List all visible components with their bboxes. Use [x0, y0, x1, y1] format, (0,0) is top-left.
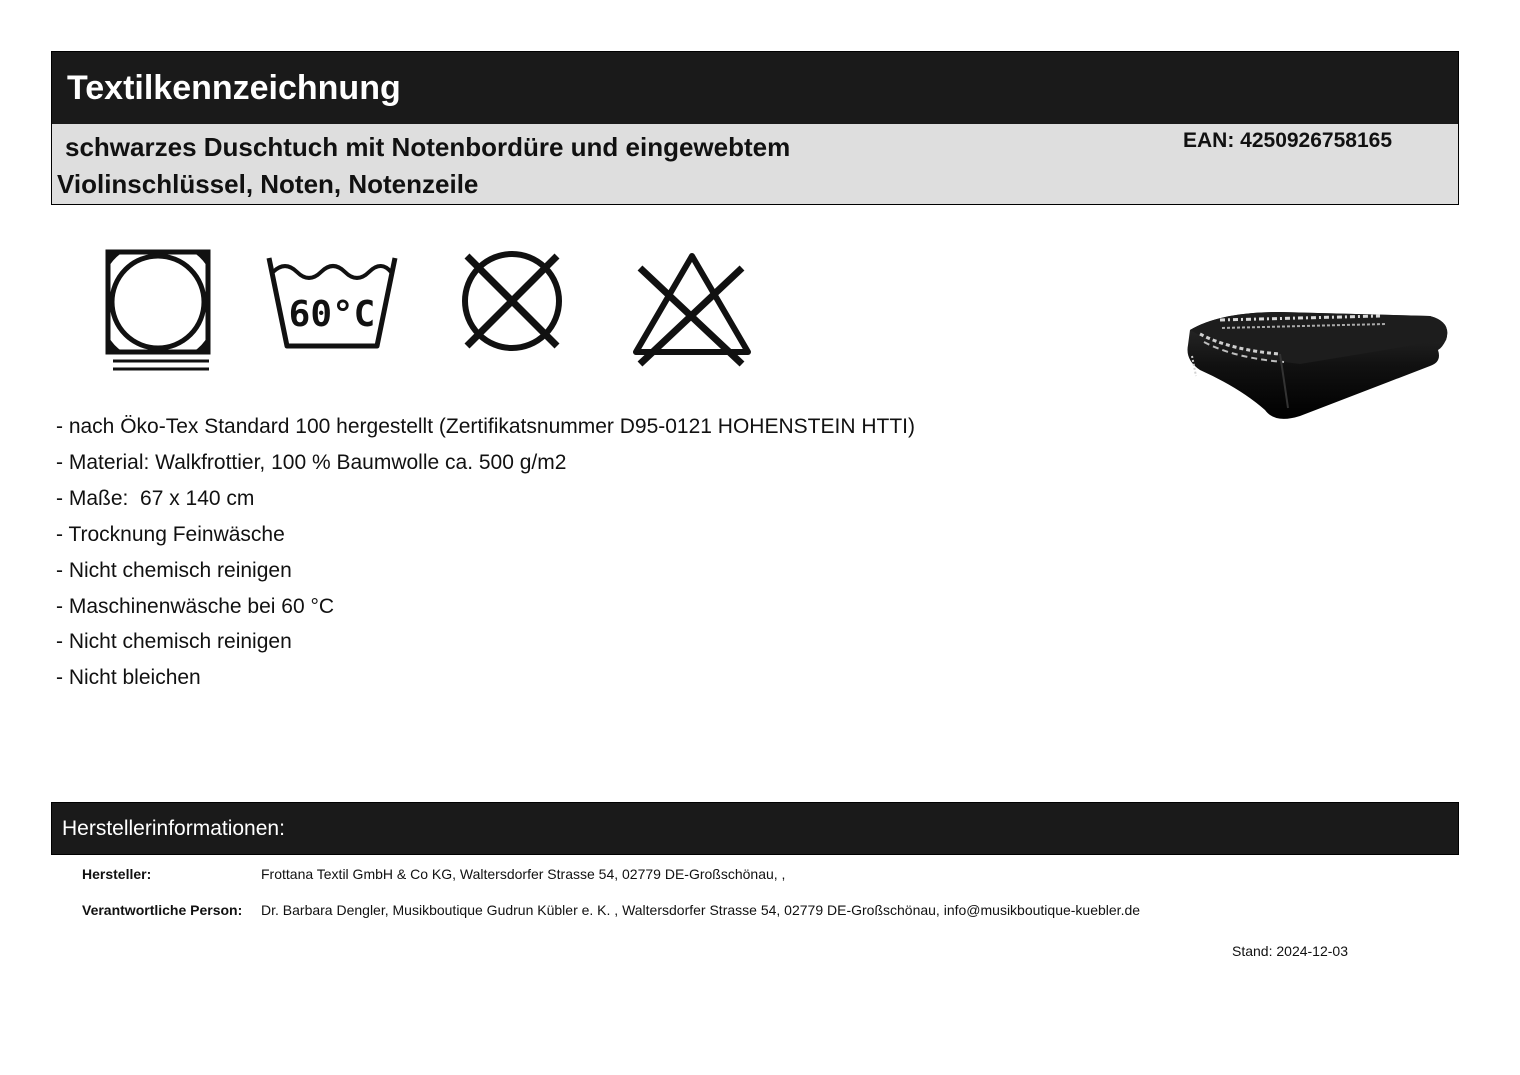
list-item: - Material: Walkfrottier, 100 % Baumwolle ca. 500 g/m2	[56, 450, 567, 474]
responsible-person-value: Dr. Barbara Dengler, Musikboutique Gudrun Kübler e. K. , Waltersdorfer Strasse 54, 02779 DE-Großschönau, info@musikboutique-kuebler.de	[261, 902, 1141, 918]
feature-list	[56, 409, 915, 696]
list-item: - Nicht chemisch reinigen	[56, 558, 292, 582]
wash-60-icon	[265, 246, 400, 356]
manufacturer-label: Hersteller:	[82, 866, 152, 882]
wash-temperature-label: 60°C	[288, 294, 376, 335]
do-not-dry-clean-icon	[457, 246, 567, 356]
manufacturer-section-title: Herstellerinformationen:	[62, 816, 285, 840]
product-name	[57, 129, 847, 203]
tumble-dry-gentle-icon	[103, 246, 215, 376]
title-bar	[51, 51, 1459, 125]
product-name-line2: Violinschlüssel, Noten, Notenzeile	[57, 169, 479, 199]
manufacturer-value: Frottana Textil GmbH & Co KG, Waltersdorfer Strasse 54, 02779 DE-Großschönau, ,	[261, 866, 786, 882]
list-item: - Maschinenwäsche bei 60 °C	[56, 594, 335, 618]
list-item: - Nicht bleichen	[56, 666, 201, 690]
list-item: - Trocknung Feinwäsche	[56, 522, 285, 546]
list-item: - nach Öko-Tex Standard 100 hergestellt (Zertifikatsnummer D95-0121 HOHENSTEIN HTTI)	[56, 415, 915, 438]
product-name-line1: schwarzes Duschtuch mit Notenbordüre und eingewebtem	[65, 132, 791, 162]
responsible-person-label: Verantwortliche Person:	[82, 902, 243, 918]
list-item: - Nicht chemisch reinigen	[56, 630, 292, 654]
document-date: Stand: 2024-12-03	[1232, 943, 1348, 959]
product-info-bar	[51, 124, 1459, 205]
black-towel-image	[1180, 300, 1455, 425]
page-title: Textilkennzeichnung	[67, 68, 401, 107]
list-item: - Maße: 67 x 140 cm	[56, 486, 255, 510]
manufacturer-section-bar	[51, 802, 1459, 855]
ean-code: EAN: 4250926758165	[1183, 129, 1392, 152]
do-not-bleach-icon	[630, 246, 755, 371]
